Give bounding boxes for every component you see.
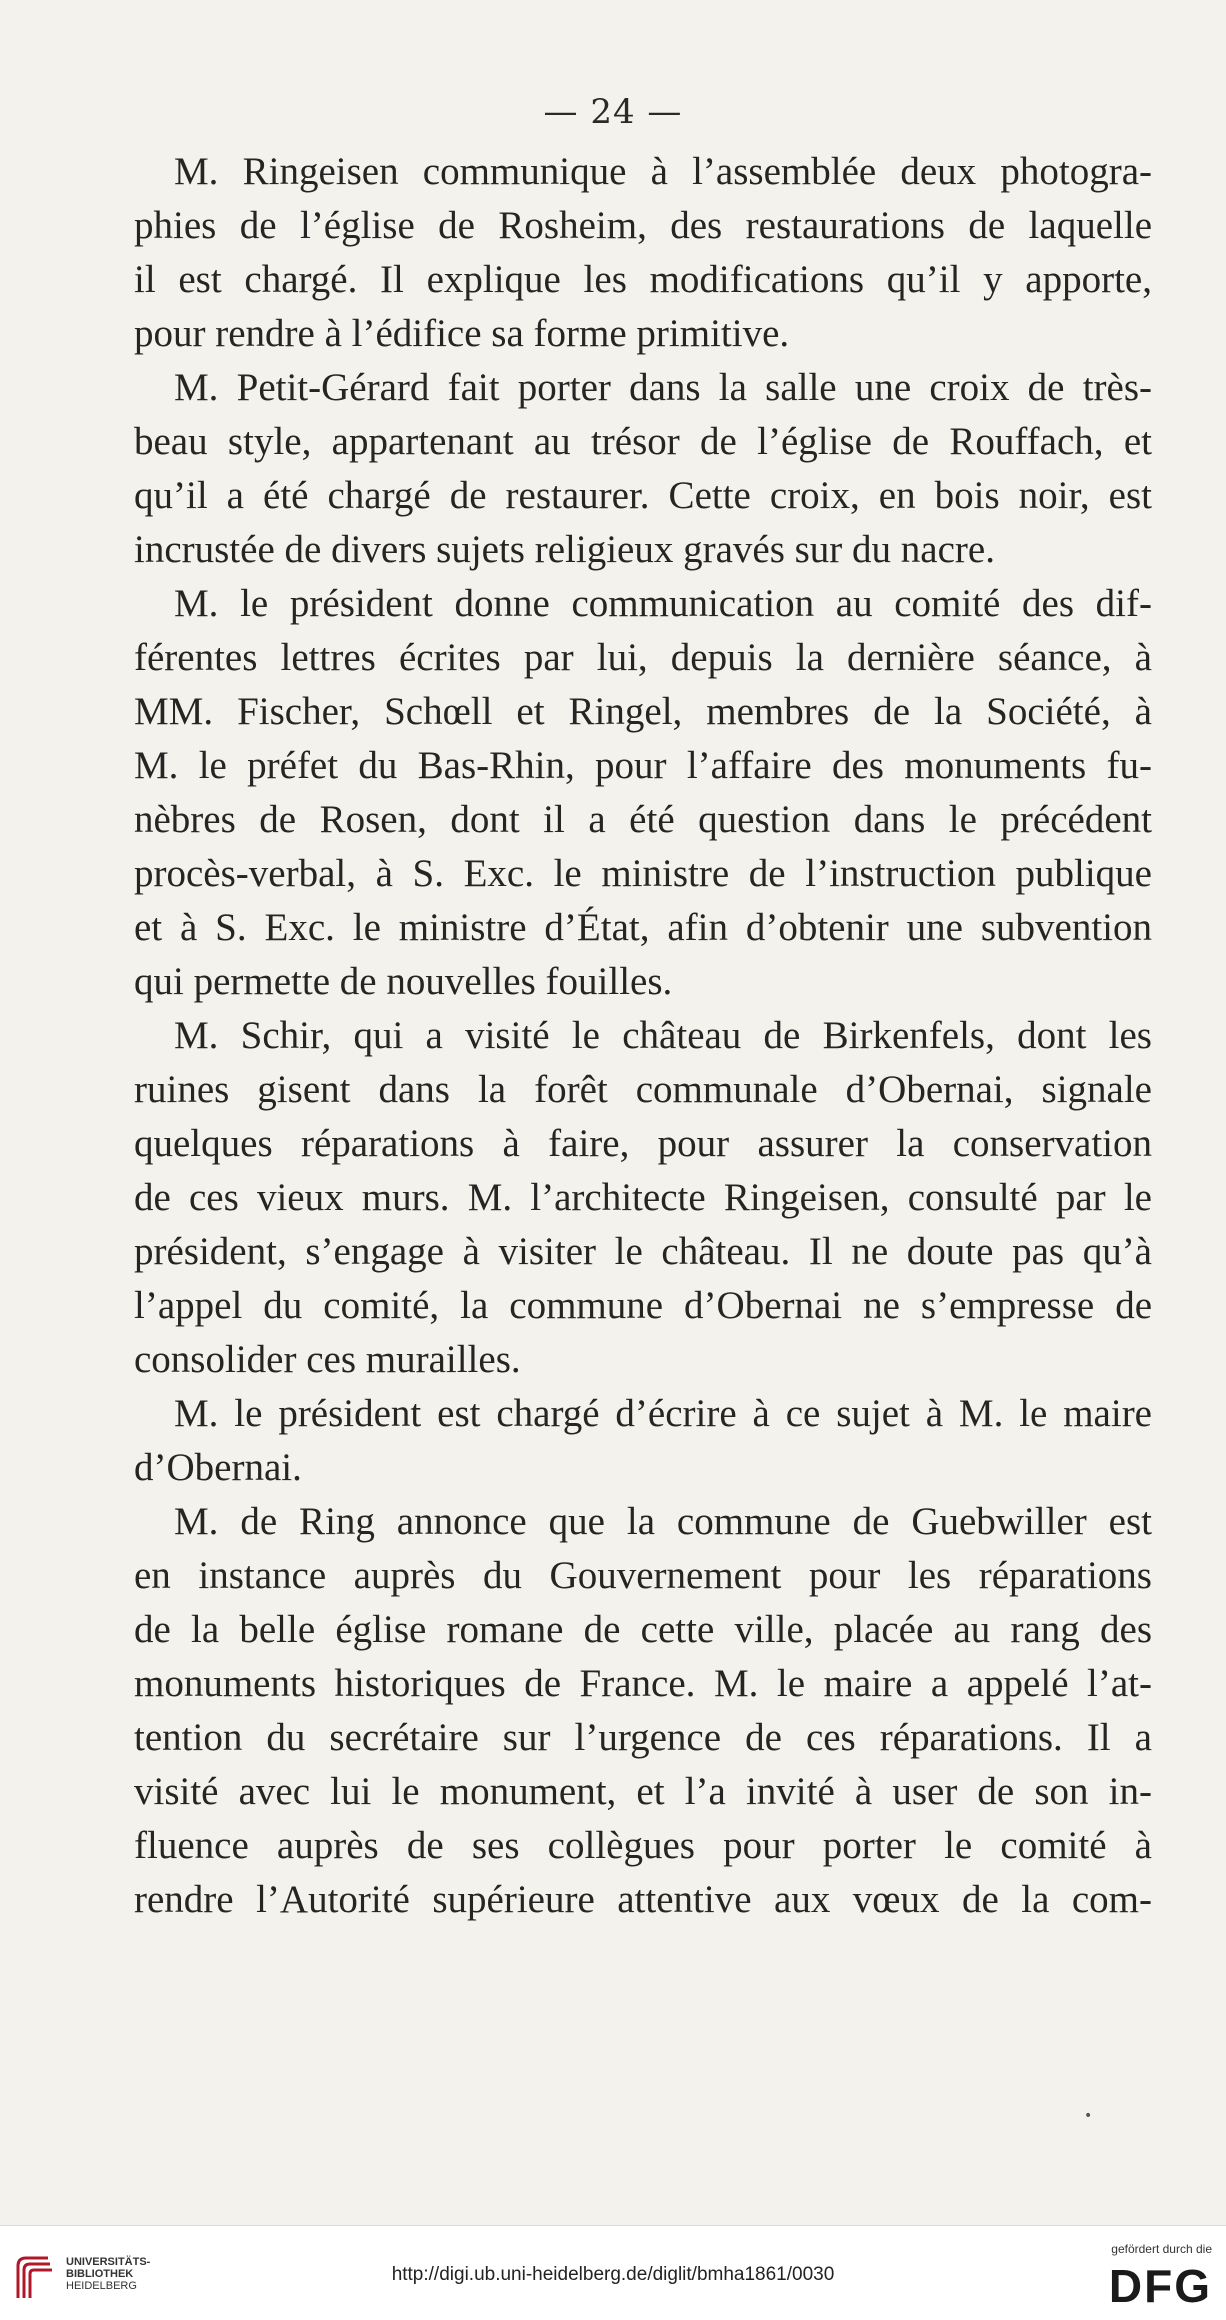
text-line: M. Petit-Gérard fait porter dans la salle une croix de très- [174,366,1152,409]
library-name-line2: BIBLIOTHEK [66,2268,134,2280]
text-line: il est chargé. Il explique les modifications qu’il y apporte, [134,258,1152,301]
text-line: rendre l’Autorité supérieure attentive aux vœux de la com- [134,1878,1152,1921]
body-text [134,145,1152,1927]
text-line: phies de l’église de Rosheim, des restaurations de laquelle [134,204,1152,247]
text-line: procès-verbal, à S. Exc. le ministre de l’instruction publique [134,852,1152,895]
text-line: M. Ringeisen communique à l’assemblée deux photogra- [174,150,1152,193]
text-line: qui permette de nouvelles fouilles. [134,960,673,1003]
library-name-line3: HEIDELBERG [66,2280,137,2292]
text-line: M. le préfet du Bas-Rhin, pour l’affaire des monuments fu- [134,744,1152,787]
text-line: beau style, appartenant au trésor de l’église de Rouffach, et [134,420,1152,463]
footer-bar [0,2225,1226,2320]
text-line: M. de Ring annonce que la commune de Guebwiller est [174,1500,1152,1543]
text-line: monuments historiques de France. M. le maire a appelé l’at- [134,1662,1152,1705]
text-line: nèbres de Rosen, dont il a été question dans le précédent [134,798,1152,841]
page-number: — 24 — [543,92,683,132]
funded-by-label: gefördert durch die [1111,2242,1212,2256]
text-line: M. le président est chargé d’écrire à ce sujet à M. le maire [174,1392,1152,1435]
text-line: incrustée de divers sujets religieux gravés sur du nacre. [134,528,995,571]
text-line: MM. Fischer, Schœll et Ringel, membres de la Société, à [134,690,1152,733]
text-line: consolider ces murailles. [134,1338,521,1381]
library-name-line1: UNIVERSITÄTS- [66,2256,151,2268]
text-line: tention du secrétaire sur l’urgence de ces réparations. Il a [134,1716,1152,1759]
text-line: qu’il a été chargé de restaurer. Cette croix, en bois noir, est [134,474,1152,517]
text-line: président, s’engage à visiter le château. Il ne doute pas qu’à [134,1230,1152,1273]
scan-speck: • [1084,2108,1093,2124]
text-line: de ces vieux murs. M. l’architecte Ringeisen, consulté par le [134,1176,1152,1219]
text-line: et à S. Exc. le ministre d’État, afin d’obtenir une subvention [134,906,1152,949]
text-line: visité avec lui le monument, et l’a invité à user de son in- [134,1770,1152,1813]
text-line: l’appel du comité, la commune d’Obernai ne s’empresse de [134,1284,1152,1327]
text-line: M. Schir, qui a visité le château de Birkenfels, dont les [174,1014,1152,1057]
text-line: ruines gisent dans la forêt communale d’Obernai, signale [134,1068,1152,1111]
text-line: quelques réparations à faire, pour assurer la conservation [134,1122,1152,1165]
text-line: férentes lettres écrites par lui, depuis la dernière séance, à [134,636,1152,679]
dfg-logo: DFG [1108,2260,1212,2312]
text-line: en instance auprès du Gouvernement pour les réparations [134,1554,1152,1597]
text-line: de la belle église romane de cette ville, placée au rang des [134,1608,1152,1651]
text-line: d’Obernai. [134,1446,302,1489]
text-line: M. le président donne communication au comité des dif- [174,582,1152,625]
text-line: fluence auprès de ses collègues pour porter le comité à [134,1824,1152,1867]
permalink-url[interactable]: http://digi.ub.uni-heidelberg.de/diglit/bmha1861/0030 [391,2264,835,2285]
text-line: pour rendre à l’édifice sa forme primitive. [134,312,790,355]
